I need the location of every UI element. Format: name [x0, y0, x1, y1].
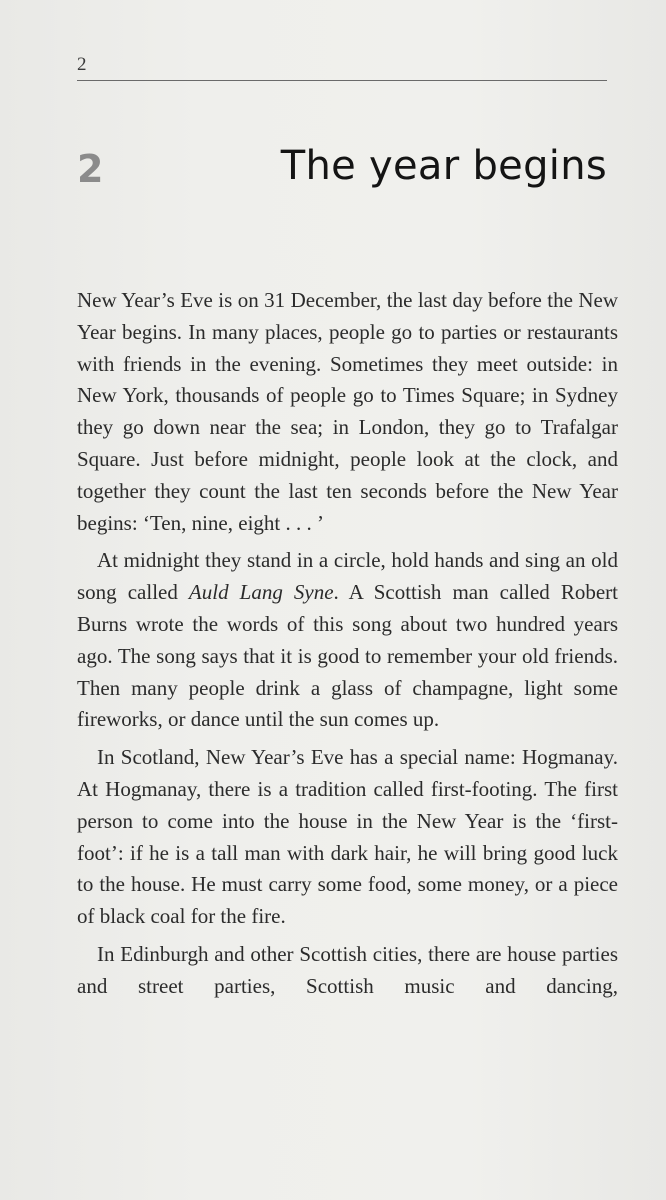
- page-number: 2: [77, 54, 87, 75]
- paragraph-midnight-text-before: At midnight they stand in a circle, hold hands and sing an old song called: [77, 548, 618, 605]
- chapter-title: The year begins: [280, 143, 607, 189]
- chapter-number: 2: [77, 147, 104, 191]
- running-head: [77, 54, 607, 81]
- song-title: Auld Lang Syne: [188, 580, 334, 605]
- chapter-heading: [77, 140, 607, 200]
- paragraph-hogmanay: In Scotland, New Year’s Eve has a special name: Hogmanay. At Hogmanay, there is a tradition called first-footing. The first person to come into the house in the New Year is the ‘first-foot’: if he is a tall man with dark hair, he will bring good luck to the house. He must carry some food, some money, or a piece of black coal for the fire.: [77, 745, 618, 929]
- chapter-body: [77, 285, 618, 1009]
- paragraph-new-years-eve: New Year’s Eve is on 31 December, the last day before the New Year begins. In many places, people go to parties or restaurants with friends in the evening. Sometimes they meet outside: in New York, thousands of people go to Times Square; in Sydney they go down near the sea; in London, they go to Trafalgar Square. Just before midnight, people look at the clock, and together they count the last ten seconds before the New Year begins: ‘Ten, nine, eight . . . ’: [77, 288, 618, 535]
- paragraph-edinburgh: In Edinburgh and other Scottish cities, there are house parties and street parties, Scottish music and dancing,: [77, 941, 618, 998]
- paragraph-midnight: [77, 545, 618, 736]
- paragraph-midnight-text-after: . A Scottish man called Robert Burns wrote the words of this song about two hundred years ago. The song says that it is good to remember your old friends. Then many people drink a glass of champagne, light some fireworks, or dance until the sun comes up.: [77, 580, 619, 732]
